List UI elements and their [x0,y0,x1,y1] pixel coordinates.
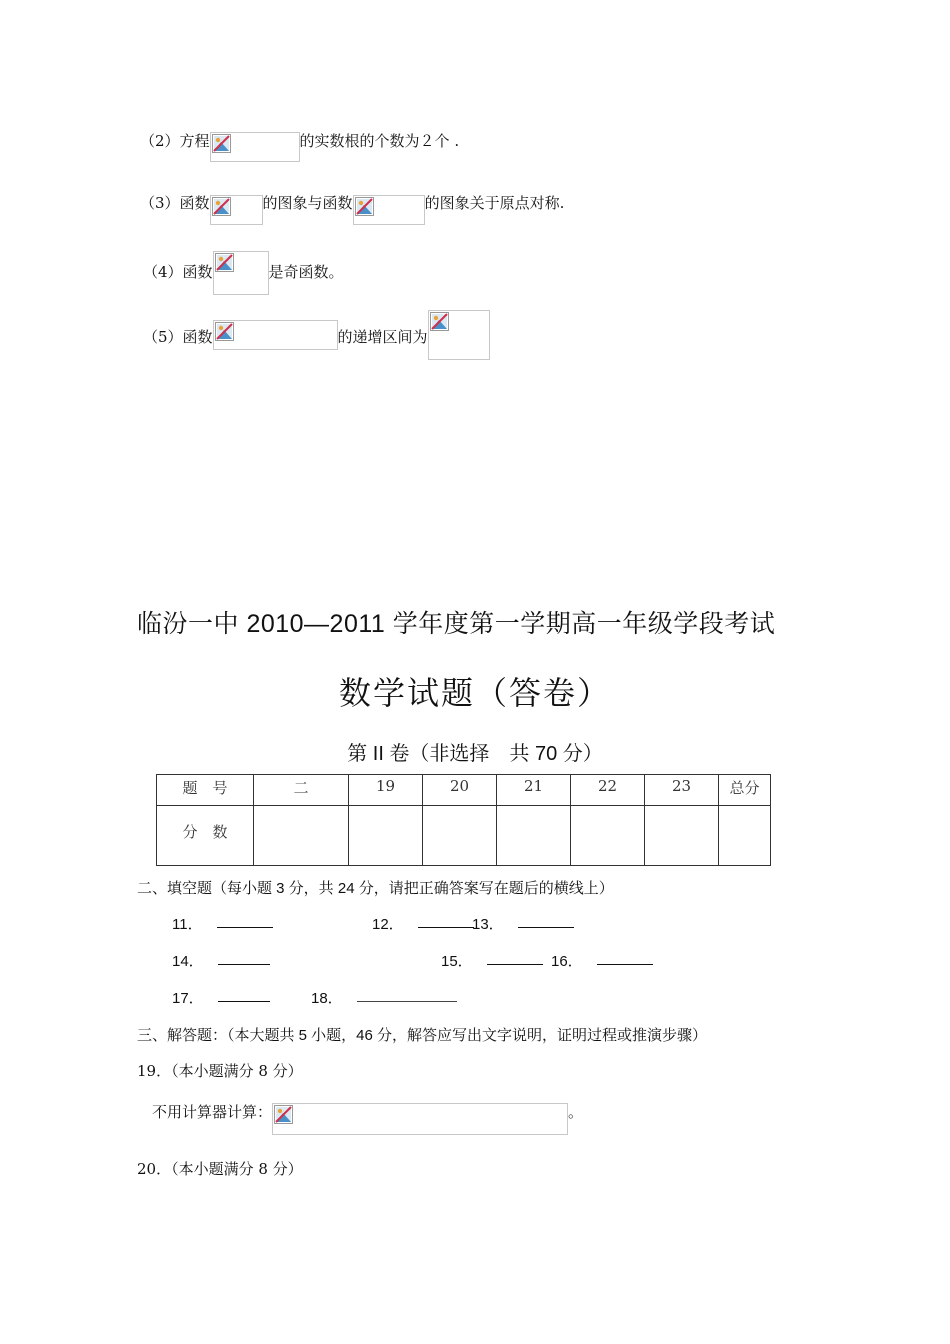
broken-image-icon [355,197,374,216]
table-cell: 23 [645,775,719,806]
solve-section-title: 三、解答题：（本大题共 5 小题，46 分，解答应写出文字说明，证明过程或推演步骤） [137,1027,708,1044]
answer-blank[interactable] [418,913,474,928]
fill-section-title: 二、填空题（每小题 3 分，共 24 分，请把正确答案写在题后的横线上） [137,880,614,897]
answer-13 [472,913,574,934]
answer-blank[interactable] [487,950,543,965]
answer-blank[interactable] [357,987,457,1002]
broken-image-icon [215,253,234,272]
question-19-text: 不用计算器计算： [152,1103,273,1121]
answer-blank[interactable] [218,950,270,965]
formula-image [213,320,338,350]
formula-image [353,195,425,225]
score-cell[interactable] [497,806,571,866]
formula-image [213,251,269,295]
section-title: 第 II 卷（非选择 共 70 分） [347,743,603,765]
question-3-mid: 的图象与函数 [262,194,353,212]
answer-12 [372,913,474,934]
question-2 [140,130,459,162]
answer-number: 11． [172,916,203,933]
score-cell[interactable] [645,806,719,866]
school-title: 临汾一中 2010—2011 学年度第一学期高一年级学段考试 [137,610,776,638]
score-cell[interactable] [423,806,497,866]
answer-blank[interactable] [218,987,270,1002]
table-row [157,775,771,806]
answer-number: 16． [551,953,583,970]
question-3-number: （3）函数 [140,194,210,212]
answer-17 [172,987,270,1008]
table-cell: 题 号 [157,775,254,806]
exam-title: 数学试题（答卷） [338,674,611,712]
broken-image-icon [215,322,234,341]
answer-15 [441,950,543,971]
question-4 [143,261,344,295]
answer-blank[interactable] [597,950,653,965]
answer-11 [172,913,273,934]
formula-image [272,1103,568,1135]
score-cell[interactable] [349,806,423,866]
answer-number: 13． [472,916,504,933]
question-4-number: （4）函数 [143,263,213,281]
answer-number: 15． [441,953,473,970]
formula-image [210,132,300,162]
table-cell: 19 [349,775,423,806]
answer-number: 14． [172,953,204,970]
score-cell[interactable] [719,806,771,866]
formula-image [210,195,263,225]
question-19-body [152,1101,583,1135]
question-20-title: 20．（本小题满分 8 分） [137,1160,303,1178]
answer-16 [551,950,653,971]
table-cell: 21 [497,775,571,806]
answer-blank[interactable] [518,913,574,928]
answer-number: 12． [372,916,404,933]
question-2-text: 的实数根的个数为２个 . [299,132,460,150]
question-19-tail: 。 [568,1103,584,1121]
table-cell: 22 [571,775,645,806]
table-cell: 总分 [719,775,771,806]
question-5 [143,326,490,360]
score-table [156,774,771,866]
table-cell: 分 数 [157,806,254,866]
question-19-title: 19．（本小题满分 8 分） [137,1062,303,1080]
answer-blank[interactable] [217,913,273,928]
broken-image-icon [212,134,231,153]
table-cell: 20 [423,775,497,806]
formula-image [428,310,490,360]
answer-14 [172,950,270,971]
answer-18 [311,987,457,1008]
question-3-text: 的图象关于原点对称. [424,194,565,212]
broken-image-icon [430,312,449,331]
broken-image-icon [212,197,231,216]
question-3 [140,192,564,225]
answer-number: 17． [172,990,204,1007]
question-2-number: （2）方程 [140,132,210,150]
question-5-number: （5）函数 [143,328,213,346]
question-4-text: 是奇函数。 [268,263,344,281]
table-row [157,806,771,866]
score-cell[interactable] [571,806,645,866]
table-cell: 二 [254,775,349,806]
question-5-text: 的递增区间为 [337,328,428,346]
score-cell[interactable] [254,806,349,866]
broken-image-icon [274,1105,293,1124]
answer-number: 18． [311,990,343,1007]
